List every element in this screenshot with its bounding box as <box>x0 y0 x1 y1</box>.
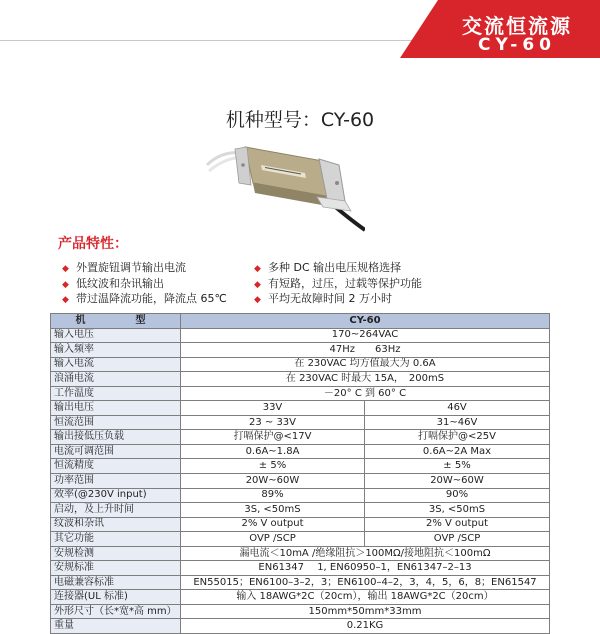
spec-label: 外形尺寸（长*宽*高 mm） <box>51 604 181 619</box>
spec-value: 2% V output <box>365 517 550 532</box>
spec-value: 3S, <50mS <box>365 503 550 518</box>
feature-item: ◆ 外置旋钮调节输出电流 <box>62 260 227 276</box>
bullet-icon: ◆ <box>62 295 69 305</box>
spec-label: 连接器(UL 标准) <box>51 590 181 605</box>
table-row <box>51 474 550 489</box>
table-row <box>51 372 550 387</box>
feature-item: ◆ 低纹波和杂讯输出 <box>62 276 227 292</box>
table-row <box>51 357 550 372</box>
spec-value: 46V <box>365 401 550 416</box>
spec-value: 0.6A~1.8A <box>181 444 365 459</box>
spec-value: 170~264VAC <box>181 328 550 343</box>
spec-label: 输出电压 <box>51 401 181 416</box>
spec-label: 输入频率 <box>51 343 181 358</box>
spec-label: 工作温度 <box>51 386 181 401</box>
feature-item: ◆ 带过温降流功能，降流点 65℃ <box>62 291 227 307</box>
table-row <box>51 430 550 445</box>
spec-value: 20W~60W <box>365 474 550 489</box>
spec-label: 输入电压 <box>51 328 181 343</box>
specs-table <box>50 313 550 634</box>
spec-value: 0.6A~2A Max <box>365 444 550 459</box>
table-row <box>51 590 550 605</box>
spec-value: －20° C 到 60° C <box>181 386 550 401</box>
table-row <box>51 459 550 474</box>
spec-value: 31~46V <box>365 415 550 430</box>
table-row <box>51 415 550 430</box>
spec-value: 0.21KG <box>181 619 550 634</box>
product-image <box>205 135 365 235</box>
table-row <box>51 401 550 416</box>
bullet-icon: ◆ <box>254 264 261 274</box>
spec-value: ± 5% <box>181 459 365 474</box>
banner-model: CY-60 <box>477 35 556 55</box>
bullet-icon: ◆ <box>254 279 261 290</box>
spec-value: 90% <box>365 488 550 503</box>
table-row <box>51 532 550 547</box>
spec-value: 漏电流＜10mA /绝缘阻抗＞100MΩ/接地阻抗＜100mΩ <box>181 546 550 561</box>
table-row <box>51 444 550 459</box>
spec-value: 打嗝保护@<25V <box>365 430 550 445</box>
spec-label: 功率范围 <box>51 474 181 489</box>
specs-body <box>51 328 550 633</box>
bullet-icon: ◆ <box>254 295 261 305</box>
header-model-label: 机 型 <box>51 314 181 329</box>
spec-value: 2% V output <box>181 517 365 532</box>
spec-label: 恒流精度 <box>51 459 181 474</box>
table-row <box>51 575 550 590</box>
spec-value: 150mm*50mm*33mm <box>181 604 550 619</box>
spec-value: 打嗝保护@<17V <box>181 430 365 445</box>
table-row <box>51 328 550 343</box>
spec-value: 20W~60W <box>181 474 365 489</box>
spec-value: 89% <box>181 488 365 503</box>
features-right-list <box>254 260 422 307</box>
spec-value: ± 5% <box>365 459 550 474</box>
spec-value: EN55015；EN6100–3–2，3；EN6100–4–2，3，4，5，6，8；EN61547 <box>181 575 550 590</box>
spec-value: 在 230VAC 时最大 15A， 200mS <box>181 372 550 387</box>
spec-label: 电流可调范围 <box>51 444 181 459</box>
table-row <box>51 386 550 401</box>
spec-label: 恒流范围 <box>51 415 181 430</box>
bullet-icon: ◆ <box>62 279 69 290</box>
spec-label: 重量 <box>51 619 181 634</box>
spec-label: 输出接低压负载 <box>51 430 181 445</box>
table-row <box>51 488 550 503</box>
table-row <box>51 343 550 358</box>
spec-value: 在 230VAC 均方值最大为 0.6A <box>181 357 550 372</box>
table-row <box>51 503 550 518</box>
spec-value: 47Hz 63Hz <box>181 343 550 358</box>
feature-item: ◆ 平均无故障时间 2 万小时 <box>254 291 422 307</box>
spec-value: 23 ~ 33V <box>181 415 365 430</box>
bullet-icon: ◆ <box>62 264 69 274</box>
model-heading: 机种型号：CY-60 <box>225 109 375 131</box>
features-left-list <box>62 260 227 307</box>
table-row <box>51 619 550 634</box>
spec-label: 输入电流 <box>51 357 181 372</box>
spec-label: 安规检测 <box>51 546 181 561</box>
table-row <box>51 604 550 619</box>
spec-value: EN61347 1, EN60950–1，EN61347–2–13 <box>181 561 550 576</box>
banner-title: 交流恒流源 <box>462 14 572 38</box>
table-header-row <box>51 314 550 329</box>
spec-label: 安规标准 <box>51 561 181 576</box>
spec-value: OVP /SCP <box>365 532 550 547</box>
spec-label: 效率(@230V input) <box>51 488 181 503</box>
table-row <box>51 561 550 576</box>
feature-item: ◆ 有短路，过压，过载等保护功能 <box>254 276 422 292</box>
spec-label: 纹波和杂讯 <box>51 517 181 532</box>
spec-value: 3S, <50mS <box>181 503 365 518</box>
spec-label: 浪涌电流 <box>51 372 181 387</box>
spec-label: 电磁兼容标准 <box>51 575 181 590</box>
spec-label: 启动，及上升时间 <box>51 503 181 518</box>
feature-item: ◆ 多种 DC 输出电压规格选择 <box>254 260 422 276</box>
spec-value: 33V <box>181 401 365 416</box>
spec-label: 其它功能 <box>51 532 181 547</box>
features-title: 产品特性： <box>58 236 128 252</box>
table-row <box>51 546 550 561</box>
spec-value: OVP /SCP <box>181 532 365 547</box>
spec-value: 输入 18AWG*2C（20cm），输出 18AWG*2C（20cm） <box>181 590 550 605</box>
header-model-value: CY-60 <box>181 314 550 329</box>
table-row <box>51 517 550 532</box>
